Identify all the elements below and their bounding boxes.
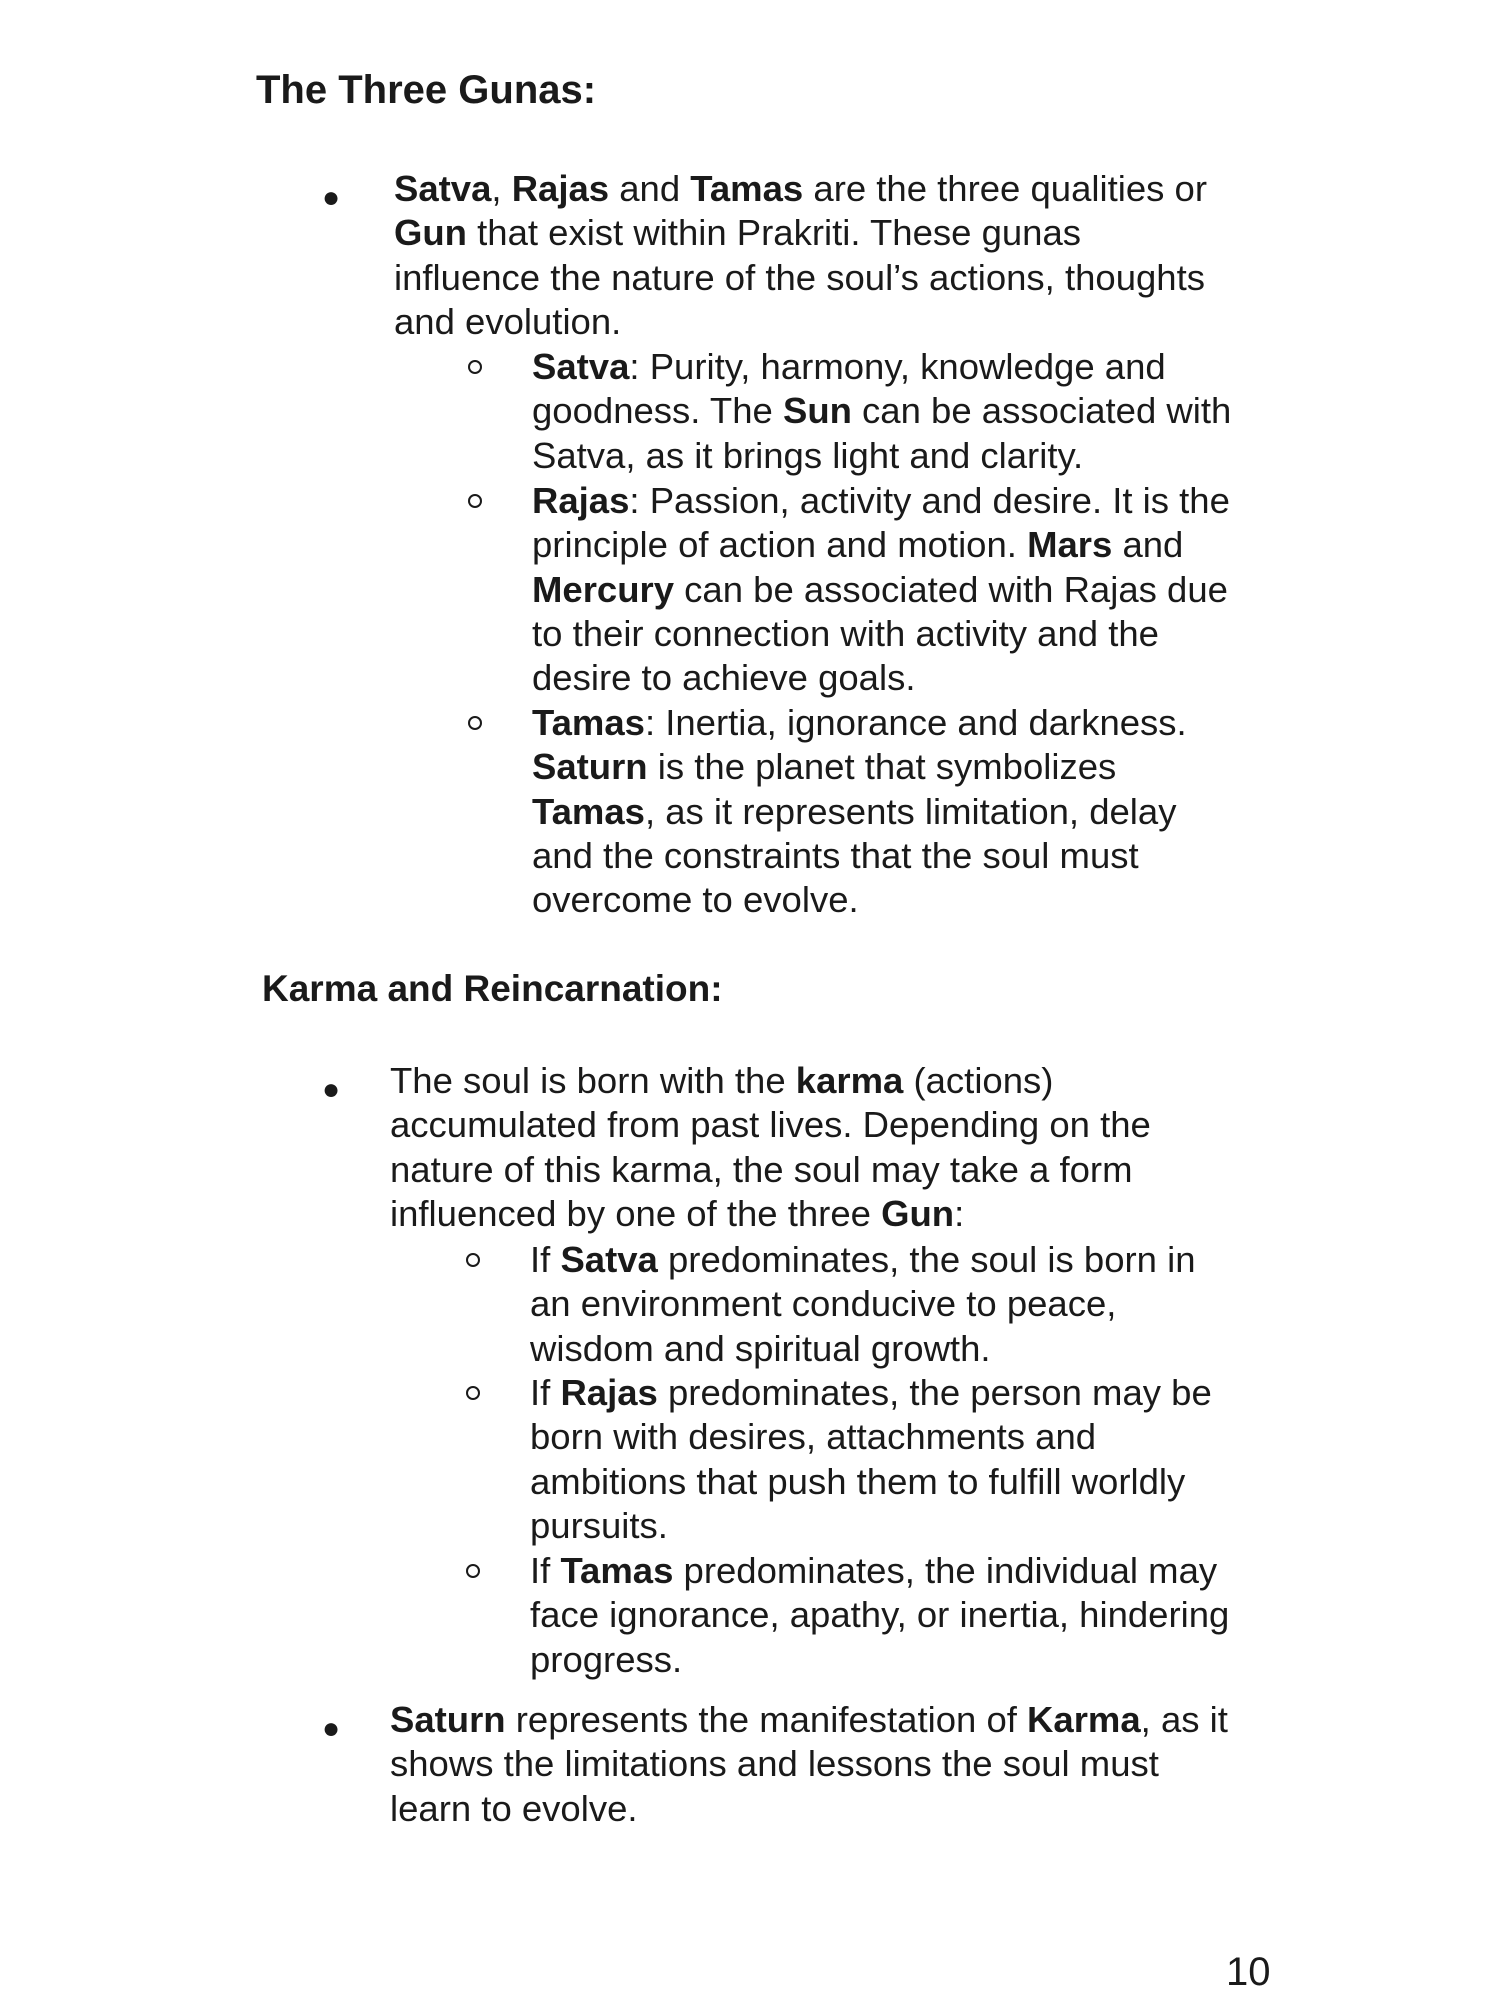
sub-bullet-marker [468,494,482,508]
bullet-karma-intro: The soul is born with the karma (actions) accumulated from past lives. Depending on the nature of this karma, the soul may take a form influenced by one of the three Gun: [390,1060,1151,1234]
section-heading-karma: Karma and Reincarnation: [262,968,723,1009]
sub-bullet-if-rajas: If Rajas predominates, the person may be born with desires, attachments and ambitions that push them to fulfill worldly pursuits. [530,1372,1212,1546]
sub-bullet-satva: Satva: Purity, harmony, knowledge and goodness. The Sun can be associated with Satva, as it brings light and clarity. [532,346,1232,476]
sub-bullet-marker [466,1386,480,1400]
sub-bullet-marker [466,1253,480,1267]
bullet-saturn-karma: Saturn represents the manifestation of Karma, as it shows the limitations and lessons the soul must learn to evolve. [390,1699,1228,1829]
bullet-marker: ● [322,1712,341,1745]
sub-bullet-if-tamas: If Tamas predominates, the individual may face ignorance, apathy, or inertia, hindering progress. [530,1550,1230,1680]
sub-bullet-if-satva: If Satva predominates, the soul is born in an environment conducive to peace, wisdom and spiritual growth. [530,1239,1196,1369]
sub-bullet-marker [468,360,482,374]
sub-bullet-tamas: Tamas: Inertia, ignorance and darkness. Saturn is the planet that symbolizes Tamas, as it represents limitation, delay and the constraints that the soul must overcome to evolve. [532,702,1187,921]
section-heading-three-gunas: The Three Gunas: [256,68,597,112]
bullet-marker: ● [322,181,341,214]
bullet-marker: ● [322,1073,341,1106]
bullet-gunas-intro: Satva, Rajas and Tamas are the three qualities or Gun that exist within Prakriti. These gunas influence the nature of the soul’s actions, thoughts and evolution. [394,168,1208,342]
sub-bullet-marker [468,716,482,730]
sub-bullet-rajas: Rajas: Passion, activity and desire. It is the principle of action and motion. Mars and Mercury can be associated with Rajas due to their connection with activity and the desire to achieve goals. [532,480,1230,699]
page-number: 10 [1226,1950,1271,1994]
sub-bullet-marker [466,1564,480,1578]
